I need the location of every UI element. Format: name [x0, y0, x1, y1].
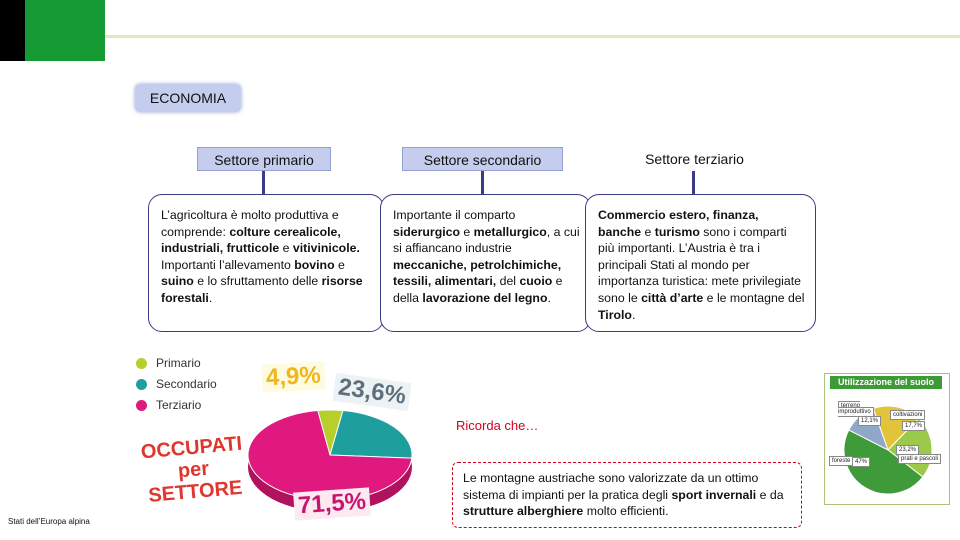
- land-use-value-foreste: 47%: [852, 459, 870, 465]
- land-use-label-coltivazioni: coltivazioni: [890, 412, 925, 418]
- ricorda-note: [452, 462, 802, 528]
- text-segment: cuoio: [519, 274, 553, 289]
- legend-label-terziario: Terziario: [156, 398, 202, 412]
- text-segment: strutture alberghiere: [463, 504, 584, 519]
- legend-swatch-secondario: [136, 379, 147, 390]
- text-segment: del: [496, 274, 520, 289]
- legend-swatch-primario: [136, 358, 147, 369]
- sector-secondary-description: [380, 194, 591, 332]
- text-segment: e: [334, 257, 345, 272]
- employment-slice-1: [330, 411, 412, 459]
- text-segment: vitivinicole.: [292, 241, 360, 256]
- land-use-label-improduttivo: terreno improduttivo: [838, 403, 882, 415]
- value-label-terziario: 71,5%: [293, 487, 371, 520]
- text-segment: e della: [393, 274, 563, 305]
- legend-label-primario: Primario: [156, 356, 201, 370]
- sector-tertiary-title: Settore terziario: [628, 147, 761, 171]
- text-segment: metallurgico: [473, 224, 547, 239]
- text-segment: Le montagne austriache sono valorizzate da un ottimo sistema di impianti per la pratica degli: [463, 471, 759, 502]
- text-segment: sport invernali: [671, 487, 757, 502]
- text-segment: risorse forestali: [161, 274, 363, 305]
- land-use-value-prati: 23,2%: [896, 447, 919, 453]
- land-use-value-coltivazioni: 17,7%: [902, 423, 925, 429]
- employment-legend: [136, 353, 246, 415]
- legend-label-secondario: Secondario: [156, 377, 217, 391]
- legend-swatch-terziario: [136, 400, 147, 411]
- land-use-label-prati: prati e pascoli: [898, 456, 941, 462]
- corner-block-green: [25, 0, 105, 61]
- text-segment: .: [547, 290, 551, 305]
- sector-primary-description: [148, 194, 384, 332]
- footer-caption: Stati dell’Europa alpina: [8, 517, 90, 526]
- text-segment: e le montagne del: [703, 290, 805, 305]
- corner-block-black: [0, 0, 25, 61]
- topic-label: ECONOMIA: [135, 84, 241, 112]
- text-segment: sono i comparti più importanti. L’Austria è tra i principali Stati al mondo per importanza turistica: mete privilegiate sono le: [598, 224, 801, 305]
- value-label-primario: 4,9%: [261, 361, 325, 392]
- text-segment: .: [631, 307, 636, 322]
- text-segment: e: [641, 224, 655, 239]
- text-segment: bovino: [294, 257, 335, 272]
- text-segment: e da: [756, 487, 784, 502]
- text-segment: Importante il comparto: [393, 208, 516, 222]
- connector-secondary: [481, 171, 484, 195]
- land-use-value-improduttivo: 12,1%: [858, 418, 881, 424]
- header-rule: [105, 35, 960, 38]
- text-segment: suino: [161, 274, 194, 289]
- connector-tertiary: [692, 171, 695, 195]
- text-segment: e: [459, 224, 474, 239]
- ricorda-title: Ricorda che…: [456, 418, 539, 433]
- text-segment: Commercio estero, finanza, banche: [598, 208, 759, 239]
- text-segment: e lo sfruttamento delle: [193, 274, 322, 289]
- land-use-label-foreste: foreste: [829, 458, 853, 464]
- value-label-secondario: 23,6%: [332, 373, 411, 411]
- employment-chart-title: OCCUPATI per SETTORE: [140, 432, 244, 507]
- text-segment: molto efficienti.: [583, 504, 669, 519]
- text-segment: turismo: [654, 224, 700, 239]
- land-use-chart-title: Utilizzazione del suolo: [830, 376, 942, 389]
- sector-secondary-title: Settore secondario: [402, 147, 563, 171]
- connector-primary: [262, 171, 265, 195]
- text-segment: colture cerealicole, industriali, frutticole: [161, 224, 341, 256]
- sector-primary-title: Settore primario: [197, 147, 331, 171]
- text-segment: lavorazione del legno: [422, 290, 548, 305]
- text-segment: meccaniche, petrolchimiche, tessili, alimentari,: [393, 257, 562, 289]
- text-segment: Tirolo: [598, 307, 632, 322]
- text-segment: e: [279, 241, 293, 256]
- text-segment: .: [208, 290, 213, 305]
- text-segment: siderurgico: [393, 224, 460, 239]
- sector-tertiary-description: [585, 194, 816, 332]
- text-segment: , a cui si affiancano industrie: [393, 224, 580, 256]
- text-segment: Importanti l’allevamento: [161, 257, 295, 272]
- text-segment: L’agricoltura è molto produttiva e comprende:: [161, 208, 339, 239]
- text-segment: città d’arte: [641, 290, 704, 305]
